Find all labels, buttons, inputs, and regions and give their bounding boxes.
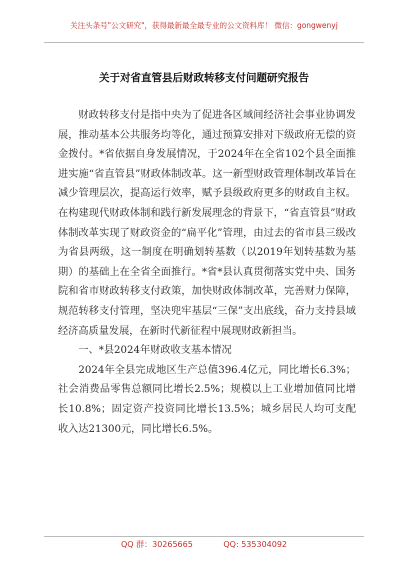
document-body — [58, 106, 356, 439]
footer-divider — [44, 536, 364, 537]
header-notice: 关注头条号"公文研究"，获得最新最全最专业的公文资料库！ 微信：gongwenyj — [70, 21, 338, 30]
footer — [0, 539, 408, 550]
section-paragraph: 2024年全县完成地区生产总值396.4亿元，同比增长6.3%；社会消费品零售总额同比增长2.5%；规模以上工业增加值同比增长10.8%；固定资产投资同比增长13.5%；城乡居民人均可支配收入达21300元，同比增长6.5%。 — [58, 364, 356, 435]
section-heading: 一、*县2024年财政收支基本情况 — [78, 345, 232, 357]
intro-paragraph: 财政转移支付是指中央为了促进各区域间经济社会事业协调发展，推动基本公共服务均等化，通过预算安排对下级政府无偿的资金拨付。*省依据自身发展情况，于2024年在全省102个县全面推进实施“省直管县”财政体制改革。这一新型财政管理体制改革旨在减少管理层次，提高运行效率，赋予县级政府更多的财政自主权。在构建现代财政体制和践行新发展理念的背景下，“省直管县”财政体制改革实现了财政资金的“扁平化”管理，由过去的省市县三级改为省县两级，这一制度在明确划转基数（以2019年划转基数为基期）的基础上在全省全面推行。*省*县认真贯彻落实党中央、国务院和省市财政转移支付政策，加快财政体制改革，完善财力保障，规范转移支付管理，坚决兜牢基层“三保”支出底线，奋力支持县域经济高质量发展，在新时代新征程中展现财政新担当。 — [58, 110, 356, 337]
document-title: 关于对省直管县后财政转移支付问题研究报告 — [99, 72, 309, 84]
footer-qq-group: QQ 群：30265665 — [120, 540, 193, 549]
header-divider — [44, 42, 364, 43]
footer-qq-contact: QQ: 535304092 — [223, 540, 288, 549]
